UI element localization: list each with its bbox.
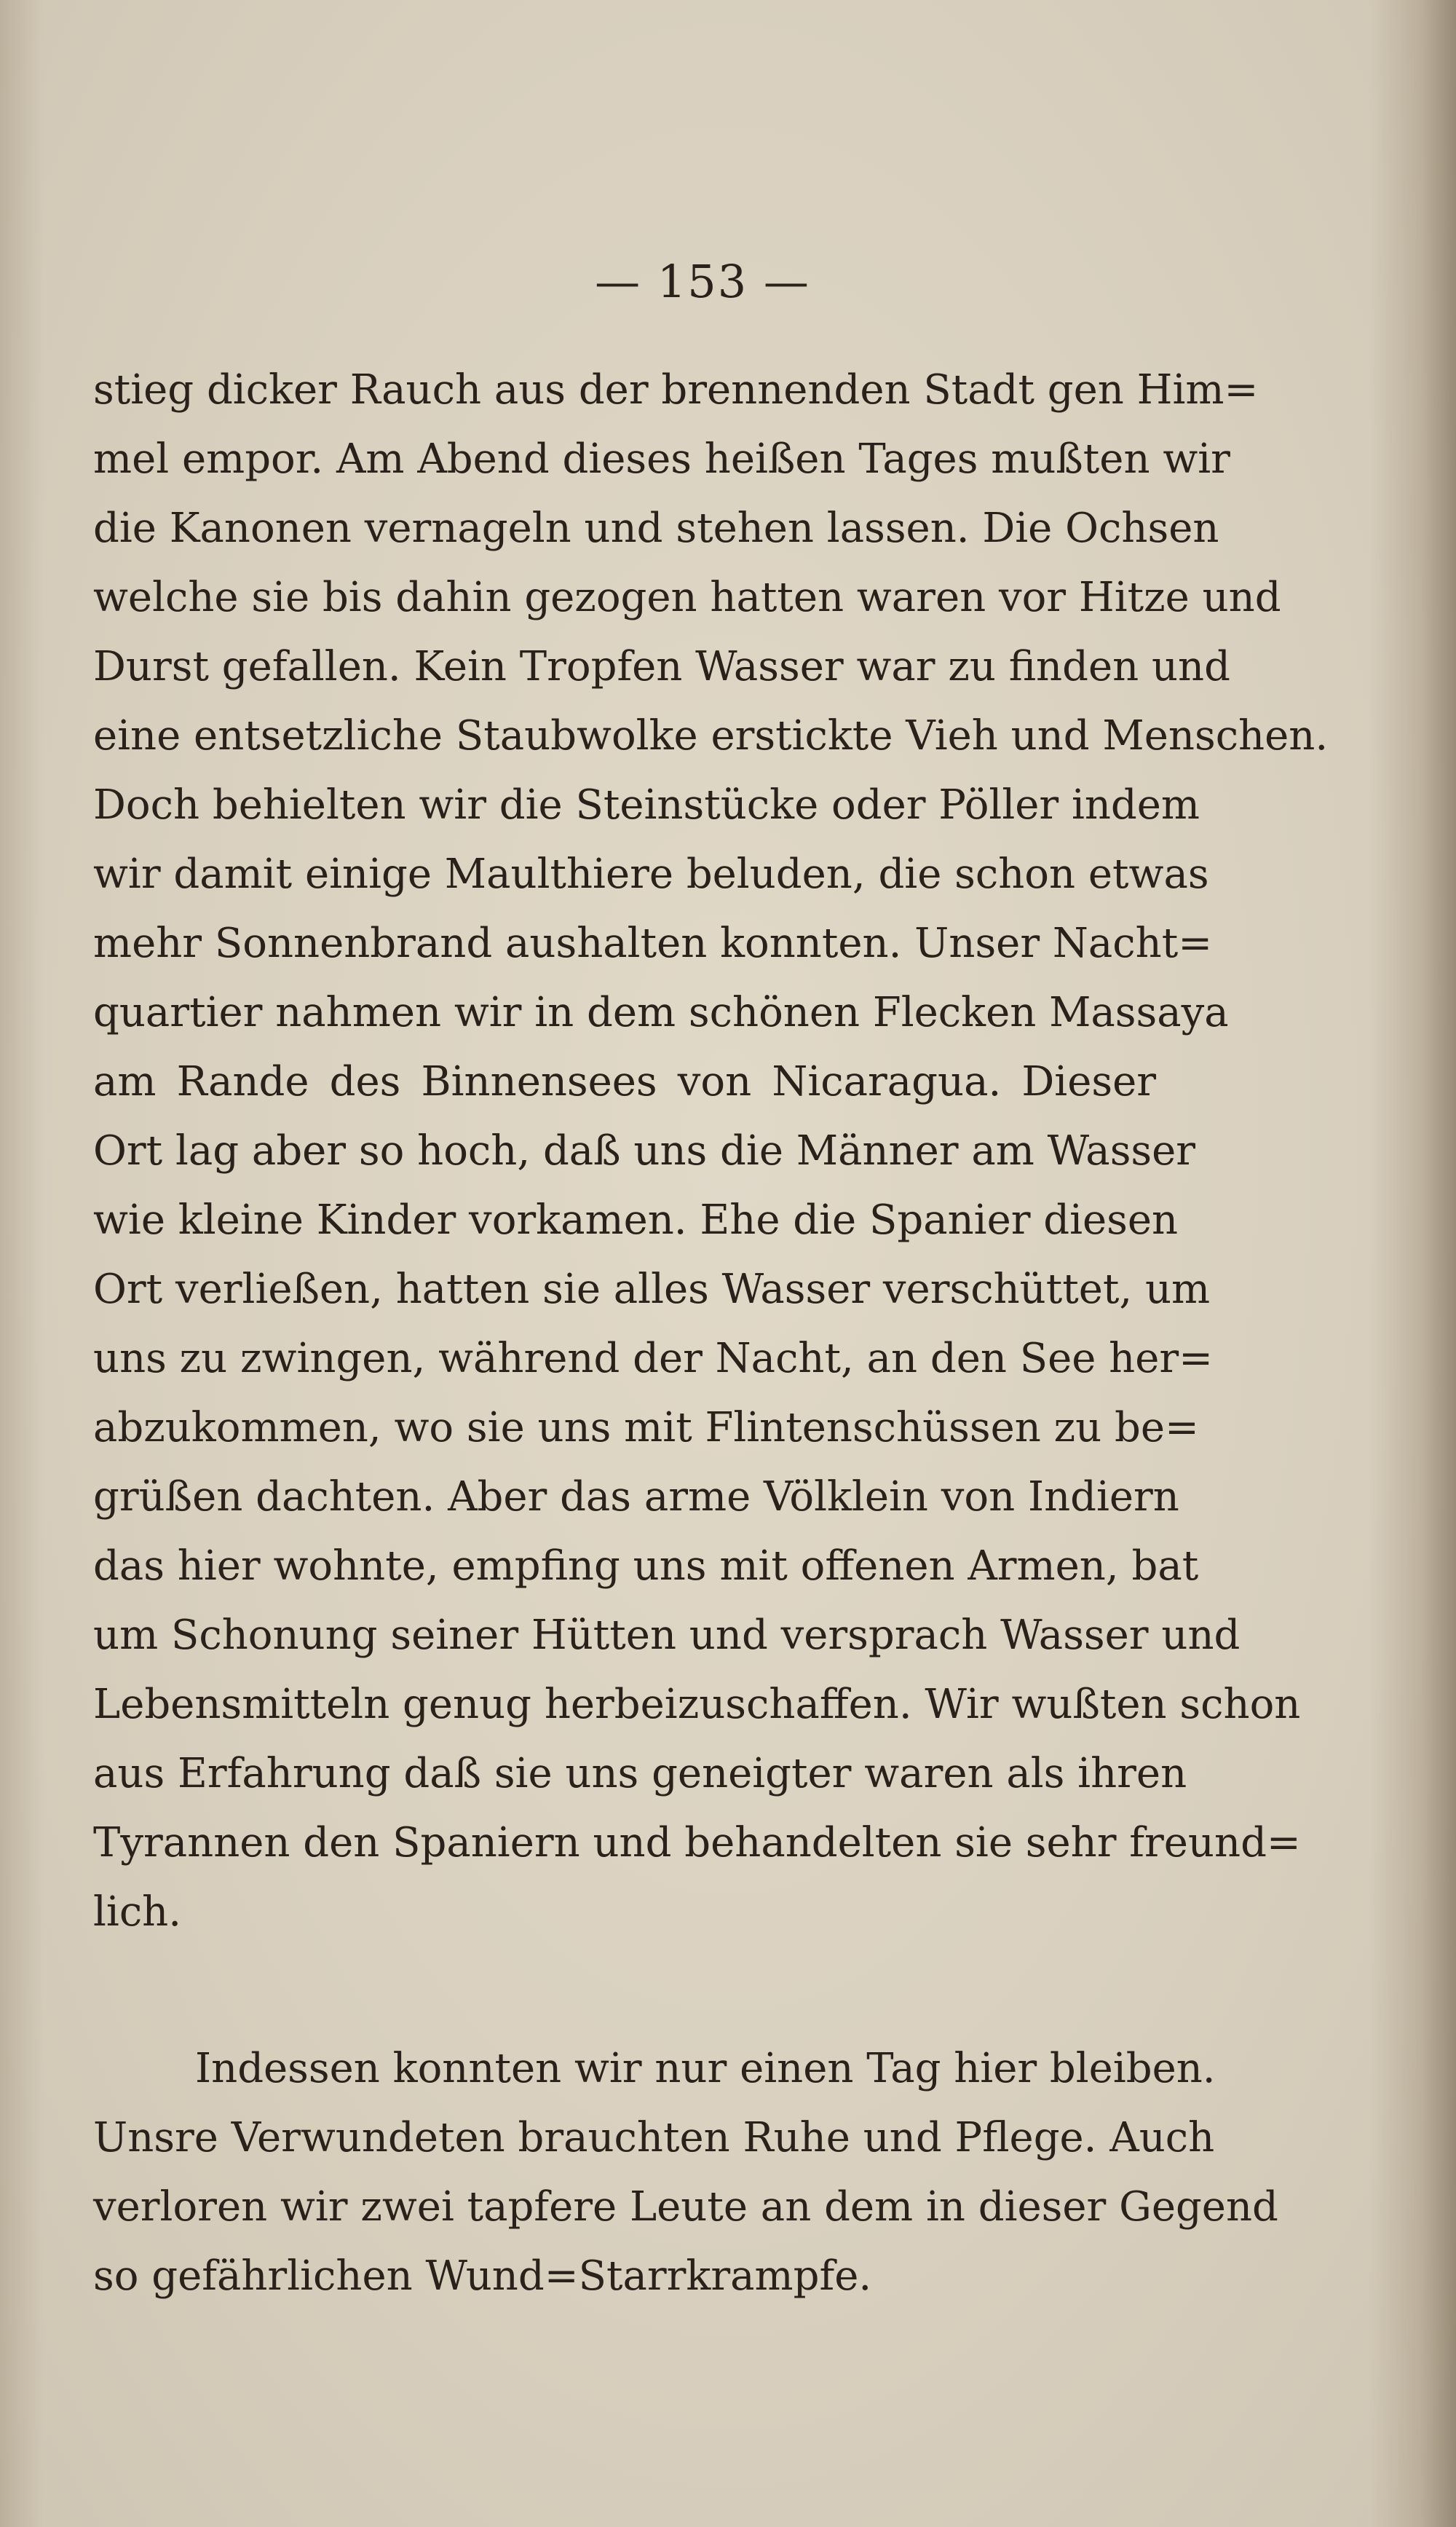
text-line: aus Erfahrung daß sie uns geneigter waren als ihren xyxy=(93,1750,1187,1797)
text-line: Tyrannen den Spaniern und behandelten sie sehr freund= xyxy=(93,1819,1301,1866)
text-line: verloren wir zwei tapfere Leute an dem in dieser Gegend xyxy=(93,2183,1278,2231)
text-line: Lebensmitteln genug herbeizuschaffen. Wir wußten schon xyxy=(93,1681,1301,1728)
text-line: stieg dicker Rauch aus der brennenden Stadt gen Him= xyxy=(93,366,1259,414)
text-line: wir damit einige Maulthiere beluden, die schon etwas xyxy=(93,851,1209,898)
binding-gutter xyxy=(1369,0,1456,2527)
text-line: wie kleine Kinder vorkamen. Ehe die Spanier diesen xyxy=(93,1197,1179,1244)
text-line: welche sie bis dahin gezogen hatten waren vor Hitze und xyxy=(93,574,1281,621)
body-text xyxy=(93,355,1329,2311)
text-line: Unsre Verwundeten brauchten Ruhe und Pflege. Auch xyxy=(93,2114,1215,2161)
text-line: die Kanonen vernageln und stehen lassen. Die Ochsen xyxy=(93,505,1219,552)
paragraph-spacer xyxy=(93,1947,1156,2034)
text-line: uns zu zwingen, während der Nacht, an den See her= xyxy=(93,1335,1214,1382)
text-line: das hier wohnte, empfing uns mit offenen Armen, bat xyxy=(93,1542,1199,1590)
text-line: grüßen dachten. Aber das arme Völklein von Indiern xyxy=(93,1473,1179,1521)
text-line: am Rande des Binnensees von Nicaragua. Dieser xyxy=(93,1058,1156,1105)
text-line: Ort lag aber so hoch, daß uns die Männer am Wasser xyxy=(93,1127,1196,1175)
paragraph-1 xyxy=(93,355,1329,1947)
text-line: mehr Sonnenbrand aushalten konnten. Unser Nacht= xyxy=(93,920,1213,967)
page-edge-shadow xyxy=(0,0,44,2527)
text-line: Ort verließen, hatten sie alles Wasser verschüttet, um xyxy=(93,1266,1211,1313)
paragraph-2 xyxy=(93,2034,1278,2311)
text-line: lich. xyxy=(93,1888,182,1936)
text-line: Doch behielten wir die Steinstücke oder Pöller indem xyxy=(93,781,1200,829)
text-line: so gefährlichen Wund=Starrkrampfe. xyxy=(93,2252,872,2300)
text-line: um Schonung seiner Hütten und versprach Wasser und xyxy=(93,1612,1241,1659)
page-number: — 153 — xyxy=(595,255,810,308)
text-line: mel empor. Am Abend dieses heißen Tages mußten wir xyxy=(93,435,1230,483)
text-line: quartier nahmen wir in dem schönen Flecken Massaya xyxy=(93,989,1229,1036)
text-line: eine entsetzliche Staubwolke erstickte Vieh und Menschen. xyxy=(93,712,1329,760)
text-line: Durst gefallen. Kein Tropfen Wasser war zu finden und xyxy=(93,643,1230,690)
text-line: Indessen konnten wir nur einen Tag hier bleiben. xyxy=(195,2045,1216,2092)
text-line: abzukommen, wo sie uns mit Flintenschüssen zu be= xyxy=(93,1404,1199,1451)
